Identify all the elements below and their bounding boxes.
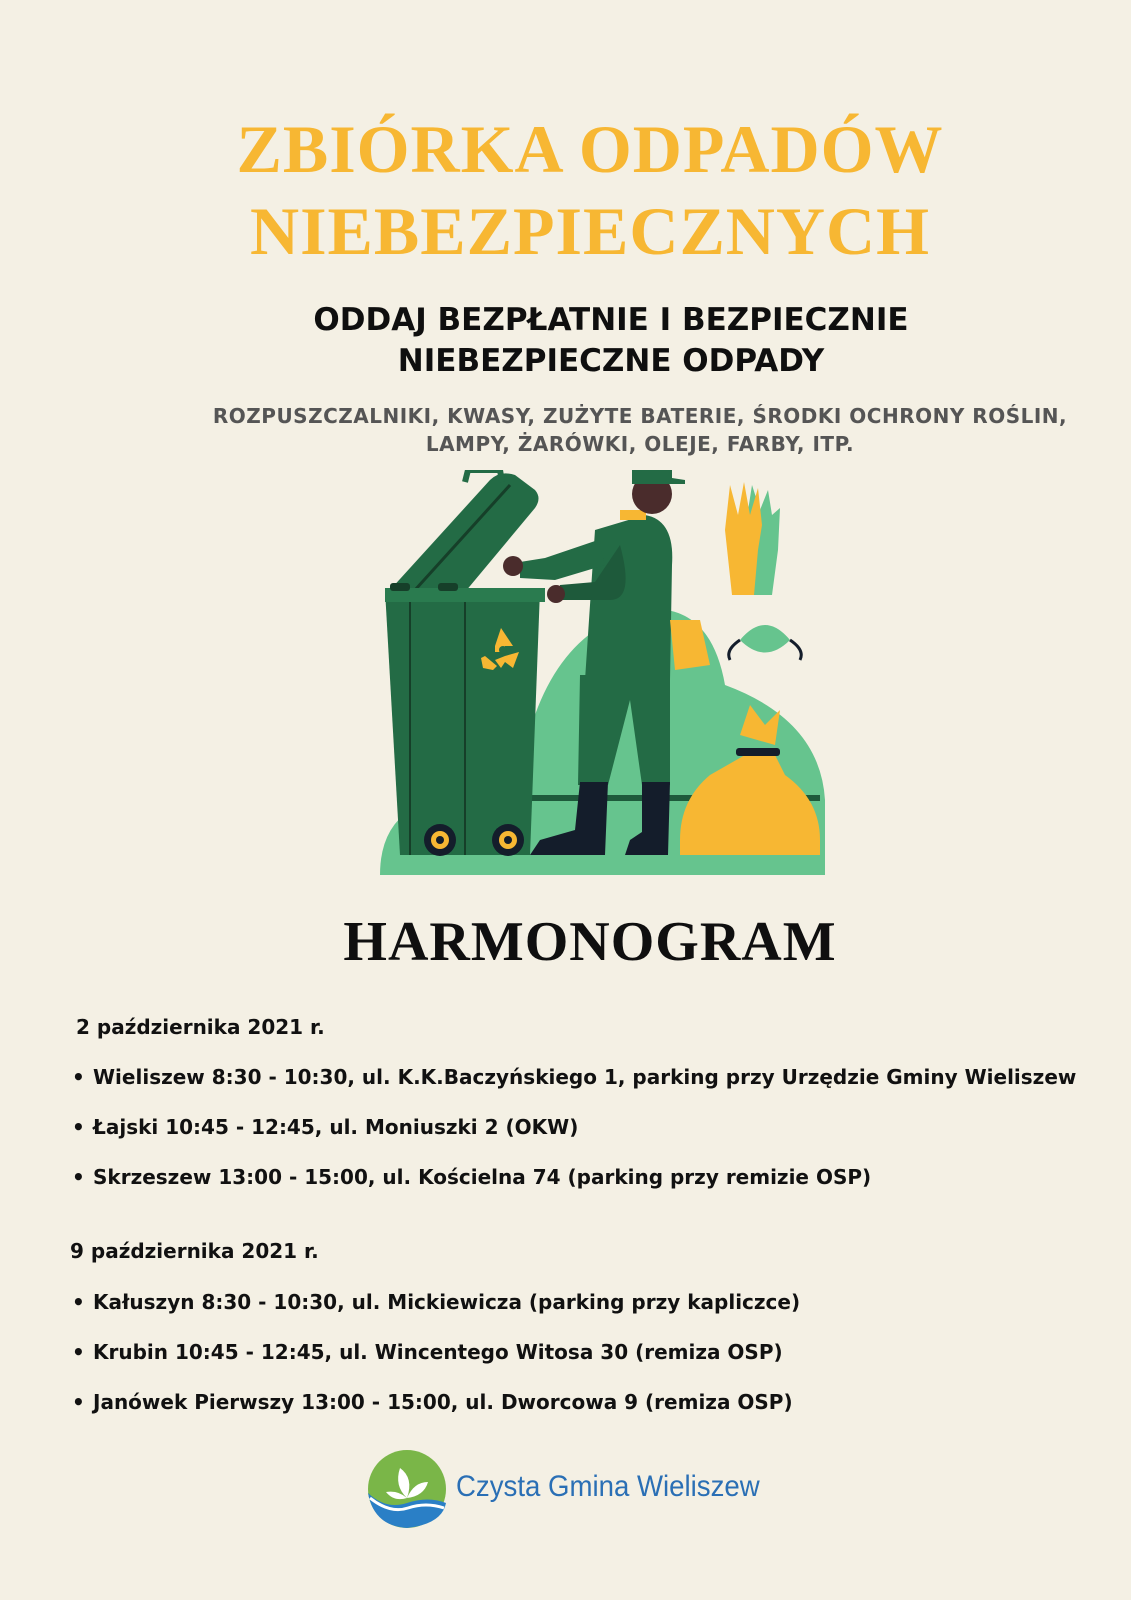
bullet-icon: •	[72, 1390, 85, 1414]
bin-rim-clip-2	[438, 583, 458, 591]
list-item: • Wieliszew 8:30 - 10:30, ul. K.K.Baczyńskiego 1, parking przy Urzędzie Gminy Wieliszew	[72, 1065, 1077, 1089]
footer-logo	[366, 1448, 786, 1530]
accepted-materials	[150, 402, 1130, 458]
waste-collector-illustration	[380, 470, 840, 880]
schedule-date-2: 9 października 2021 r.	[70, 1239, 319, 1263]
logo-text: Czysta Gmina Wieliszew	[456, 1470, 760, 1503]
poster-title	[0, 108, 1131, 272]
subtitle-line-2: NIEBEZPIECZNE ODPADY	[397, 343, 825, 379]
face-mask	[740, 625, 790, 653]
yellow-sign	[670, 620, 710, 670]
worker-cap	[632, 470, 685, 484]
bin-rim-clip-1	[390, 583, 410, 591]
schedule-date-1: 2 października 2021 r.	[76, 1015, 325, 1039]
bullet-icon: •	[72, 1290, 85, 1314]
bullet-icon: •	[72, 1065, 85, 1089]
title-line-2: NIEBEZPIECZNYCH	[249, 193, 931, 269]
list-item: • Kałuszyn 8:30 - 10:30, ul. Mickiewicza (parking przy kapliczce)	[72, 1290, 801, 1314]
leaf-logo-icon	[366, 1448, 448, 1530]
worker-hand-upper	[503, 556, 523, 576]
bullet-icon: •	[72, 1115, 85, 1139]
materials-line-2: LAMPY, ŻARÓWKI, OLEJE, FARBY, ITP.	[425, 432, 855, 456]
bin-body	[385, 590, 540, 855]
collar	[620, 510, 646, 520]
list-item: • Krubin 10:45 - 12:45, ul. Wincentego Witosa 30 (remiza OSP)	[72, 1340, 783, 1364]
bullet-icon: •	[72, 1340, 85, 1364]
list-item: • Janówek Pierwszy 13:00 - 15:00, ul. Dworcowa 9 (remiza OSP)	[72, 1390, 793, 1414]
schedule-heading: HARMONOGRAM	[343, 911, 837, 973]
title-line-1: ZBIÓRKA ODPADÓW	[236, 111, 944, 187]
bullet-icon: •	[72, 1165, 85, 1189]
worker-hand-lower	[547, 585, 565, 603]
materials-line-1: ROZPUSZCZALNIKI, KWASY, ZUŻYTE BATERIE, ŚRODKI OCHRONY ROŚLIN,	[212, 404, 1068, 428]
schedule-list-day-2	[72, 1289, 1122, 1439]
list-item: • Skrzeszew 13:00 - 15:00, ul. Kościelna 74 (parking przy remizie OSP)	[72, 1165, 872, 1189]
schedule-list-day-1	[72, 1064, 1122, 1214]
subtitle-line-1: ODDAJ BEZPŁATNIE I BEZPIECZNIE	[313, 302, 909, 338]
list-item: • Łajski 10:45 - 12:45, ul. Moniuszki 2 (OKW)	[72, 1115, 579, 1139]
bag-tie	[736, 748, 780, 756]
poster-subtitle	[0, 300, 1131, 382]
